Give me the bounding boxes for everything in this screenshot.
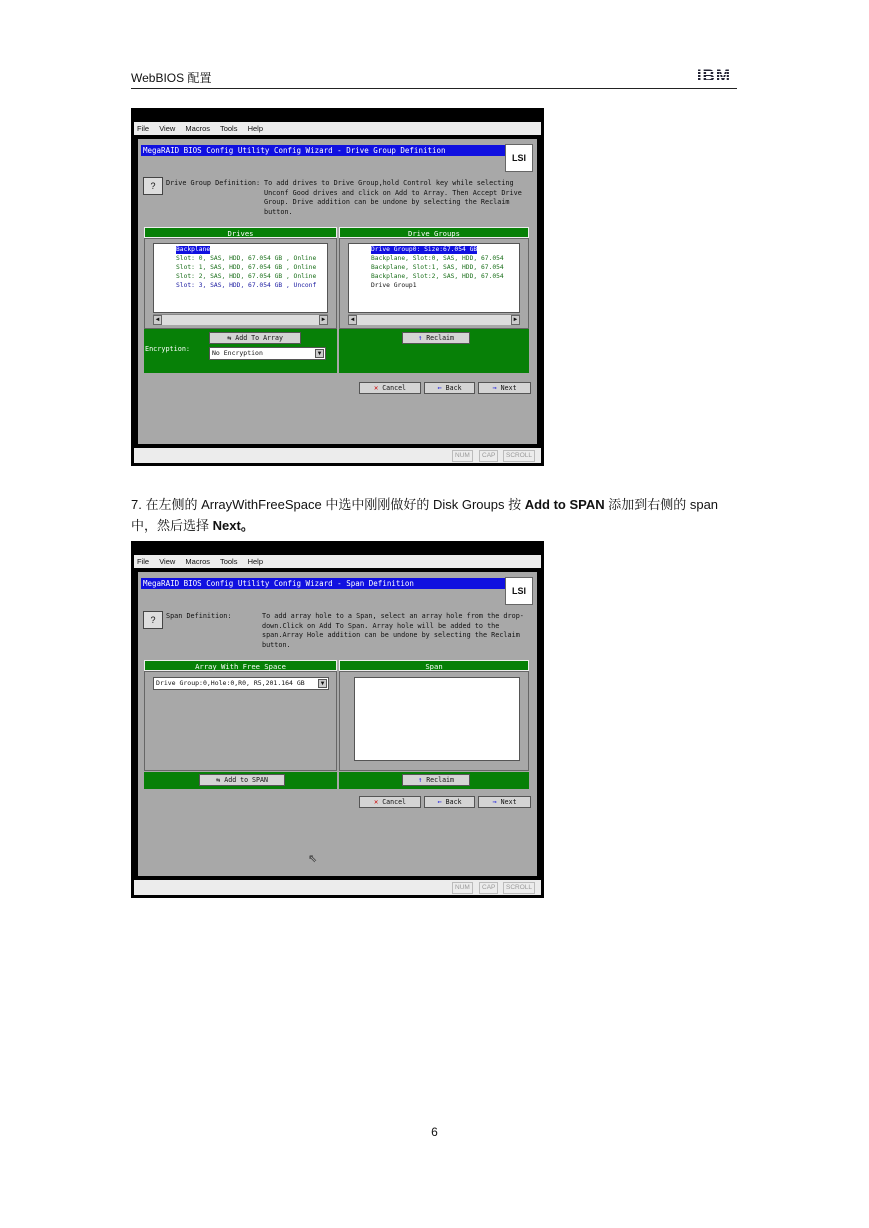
drives-header: Drives — [144, 227, 337, 238]
reclaim-label: Reclaim — [426, 776, 454, 784]
menu-file[interactable]: File — [137, 557, 150, 566]
menu-bar — [134, 122, 541, 135]
tree-item-slot0[interactable]: Slot: 0, SAS, HDD, 67.054 GB , Online — [176, 255, 317, 262]
menu-view[interactable]: View — [159, 557, 176, 566]
group-item-4[interactable]: Drive Group1 — [371, 282, 417, 289]
window-title: MegaRAID BIOS Config Utility Config Wizard - Drive Group Definition — [141, 145, 506, 156]
help-icon: ? — [143, 177, 163, 195]
scroll-indicator: SCROLL — [503, 882, 535, 894]
drives-tree[interactable] — [153, 243, 328, 313]
document-title: WebBIOS 配置 — [131, 71, 212, 85]
back-button[interactable] — [424, 796, 475, 808]
close-icon: ✕ — [373, 798, 379, 806]
group-item-3[interactable]: Backplane, Slot:2, SAS, HDD, 67.054 — [371, 273, 504, 280]
array-action-area — [144, 772, 337, 789]
cap-indicator: CAP — [479, 450, 498, 462]
back-arrow-icon: ⇐ — [437, 798, 442, 806]
menu-tools[interactable]: Tools — [219, 124, 238, 133]
cancel-label: Cancel — [382, 384, 407, 392]
num-indicator: NUM — [452, 450, 473, 462]
tree-item-slot1[interactable]: Slot: 1, SAS, HDD, 67.054 GB , Online — [176, 264, 317, 271]
reclaim-button[interactable] — [402, 774, 470, 786]
drives-scrollbar[interactable] — [153, 314, 328, 325]
group-item-0[interactable]: Drive Group0: Size:67.054 GB — [371, 246, 478, 253]
next-label: Next — [500, 384, 517, 392]
lsi-logo: LSI — [505, 577, 533, 605]
desc-text: To add array hole to a Span, select an array hole from the drop-down.Click on Add To Span. Array hole will be added to the span.Array Hole addition can be undone by selecting the Reclaim button. — [262, 612, 524, 649]
add-icon: ⇆ — [216, 776, 221, 784]
up-arrow-icon: ↑ — [417, 776, 423, 784]
groups-scrollbar[interactable] — [348, 314, 520, 325]
scroll-right-icon[interactable]: ► — [512, 317, 519, 323]
back-arrow-icon: ⇐ — [437, 384, 442, 392]
window-title: MegaRAID BIOS Config Utility Config Wizard - Span Definition — [141, 578, 506, 589]
instruction-paragraph — [131, 494, 743, 536]
menu-macros[interactable]: Macros — [185, 557, 210, 566]
next-arrow-icon: ⇒ — [492, 384, 497, 392]
mouse-cursor-icon: ⇖ — [308, 853, 318, 865]
encryption-select[interactable] — [209, 347, 326, 360]
drive-groups-header: Drive Groups — [339, 227, 529, 238]
tree-item-backplane[interactable]: Backplane — [176, 246, 211, 253]
add-to-array-button[interactable] — [209, 332, 301, 344]
up-arrow-icon: ↑ — [417, 334, 423, 342]
array-free-space-header: Array With Free Space — [144, 660, 337, 671]
tree-item-slot2[interactable]: Slot: 2, SAS, HDD, 67.054 GB , Online — [176, 273, 317, 280]
back-button[interactable] — [424, 382, 475, 394]
desc-label: Drive Group Definition: — [166, 179, 261, 187]
next-button[interactable] — [478, 382, 531, 394]
group-item-2[interactable]: Backplane, Slot:1, SAS, HDD, 67.054 — [371, 264, 504, 271]
menu-macros[interactable]: Macros — [185, 124, 210, 133]
para-text-3: 。 — [240, 518, 254, 533]
encryption-label: Encryption: — [145, 345, 191, 353]
next-button[interactable] — [478, 796, 531, 808]
back-label: Back — [445, 384, 462, 392]
para-bold-next: Next — [212, 518, 241, 533]
menu-help[interactable]: Help — [247, 557, 263, 566]
bios-screen — [138, 139, 537, 444]
tree-item-slot3[interactable]: Slot: 3, SAS, HDD, 67.054 GB , Unconf — [176, 282, 317, 289]
array-hole-value: Drive Group:0,Hole:0,R0, R5,201.164 GB — [156, 679, 305, 687]
status-bar — [134, 880, 541, 895]
span-header: Span — [339, 660, 529, 671]
span-list[interactable] — [354, 677, 520, 761]
drives-action-area — [144, 329, 337, 373]
drives-panel — [144, 238, 337, 329]
screenshot-drive-group-definition — [131, 108, 544, 466]
chevron-down-icon[interactable]: ▼ — [318, 679, 327, 688]
group-item-1[interactable]: Backplane, Slot:0, SAS, HDD, 67.054 — [371, 255, 504, 262]
desc-label: Span Definition: — [166, 612, 232, 620]
page-number: 6 — [431, 1125, 438, 1139]
document-header — [131, 66, 737, 89]
scroll-left-icon[interactable]: ◄ — [154, 317, 161, 323]
status-bar — [134, 448, 541, 463]
desc-text: To add drives to Drive Group,hold Control key while selecting Unconf Good drives and click on Add to Array. Then Accept Drive Group. Drive addition can be undone by selecting the Reclaim button. — [264, 179, 522, 216]
chevron-down-icon[interactable]: ▼ — [315, 349, 324, 358]
next-arrow-icon: ⇒ — [492, 798, 497, 806]
bios-screen — [138, 572, 537, 876]
scroll-left-icon[interactable]: ◄ — [349, 317, 356, 323]
close-icon: ✕ — [373, 384, 379, 392]
groups-action-area — [339, 329, 529, 373]
ibm-logo: IBM — [696, 66, 731, 85]
add-to-array-label: Add To Array — [235, 334, 283, 342]
reclaim-label: Reclaim — [426, 334, 454, 342]
add-icon: ⇆ — [227, 334, 232, 342]
help-icon: ? — [143, 611, 163, 629]
back-label: Back — [445, 798, 462, 806]
encryption-value: No Encryption — [212, 349, 263, 357]
para-text-1: 7. 在左侧的 ArrayWithFreeSpace 中选中刚刚做好的 Disk Groups 按 — [131, 497, 525, 512]
add-to-span-label: Add to SPAN — [224, 776, 268, 784]
para-bold-add-to-span: Add to SPAN — [524, 497, 605, 512]
scroll-indicator: SCROLL — [503, 450, 535, 462]
num-indicator: NUM — [452, 882, 473, 894]
menu-view[interactable]: View — [159, 124, 176, 133]
cap-indicator: CAP — [479, 882, 498, 894]
next-label: Next — [500, 798, 517, 806]
lsi-logo: LSI — [505, 144, 533, 172]
drive-groups-panel — [339, 238, 529, 329]
para-text-2: 添加到右侧的 span 中，然后选择 — [131, 497, 719, 533]
array-panel — [144, 671, 337, 771]
cancel-label: Cancel — [382, 798, 407, 806]
array-hole-select[interactable] — [153, 677, 329, 690]
screenshot-span-definition — [131, 541, 544, 898]
menu-help[interactable]: Help — [247, 124, 263, 133]
cancel-button[interactable] — [359, 382, 421, 394]
menu-bar — [134, 555, 541, 568]
span-panel — [339, 671, 529, 771]
drive-groups-tree[interactable] — [348, 243, 520, 313]
scroll-right-icon[interactable]: ► — [320, 317, 327, 323]
menu-tools[interactable]: Tools — [219, 557, 238, 566]
menu-file[interactable]: File — [137, 124, 150, 133]
add-to-span-button[interactable] — [199, 774, 285, 786]
cancel-button[interactable] — [359, 796, 421, 808]
reclaim-button[interactable] — [402, 332, 470, 344]
span-action-area — [339, 772, 529, 789]
